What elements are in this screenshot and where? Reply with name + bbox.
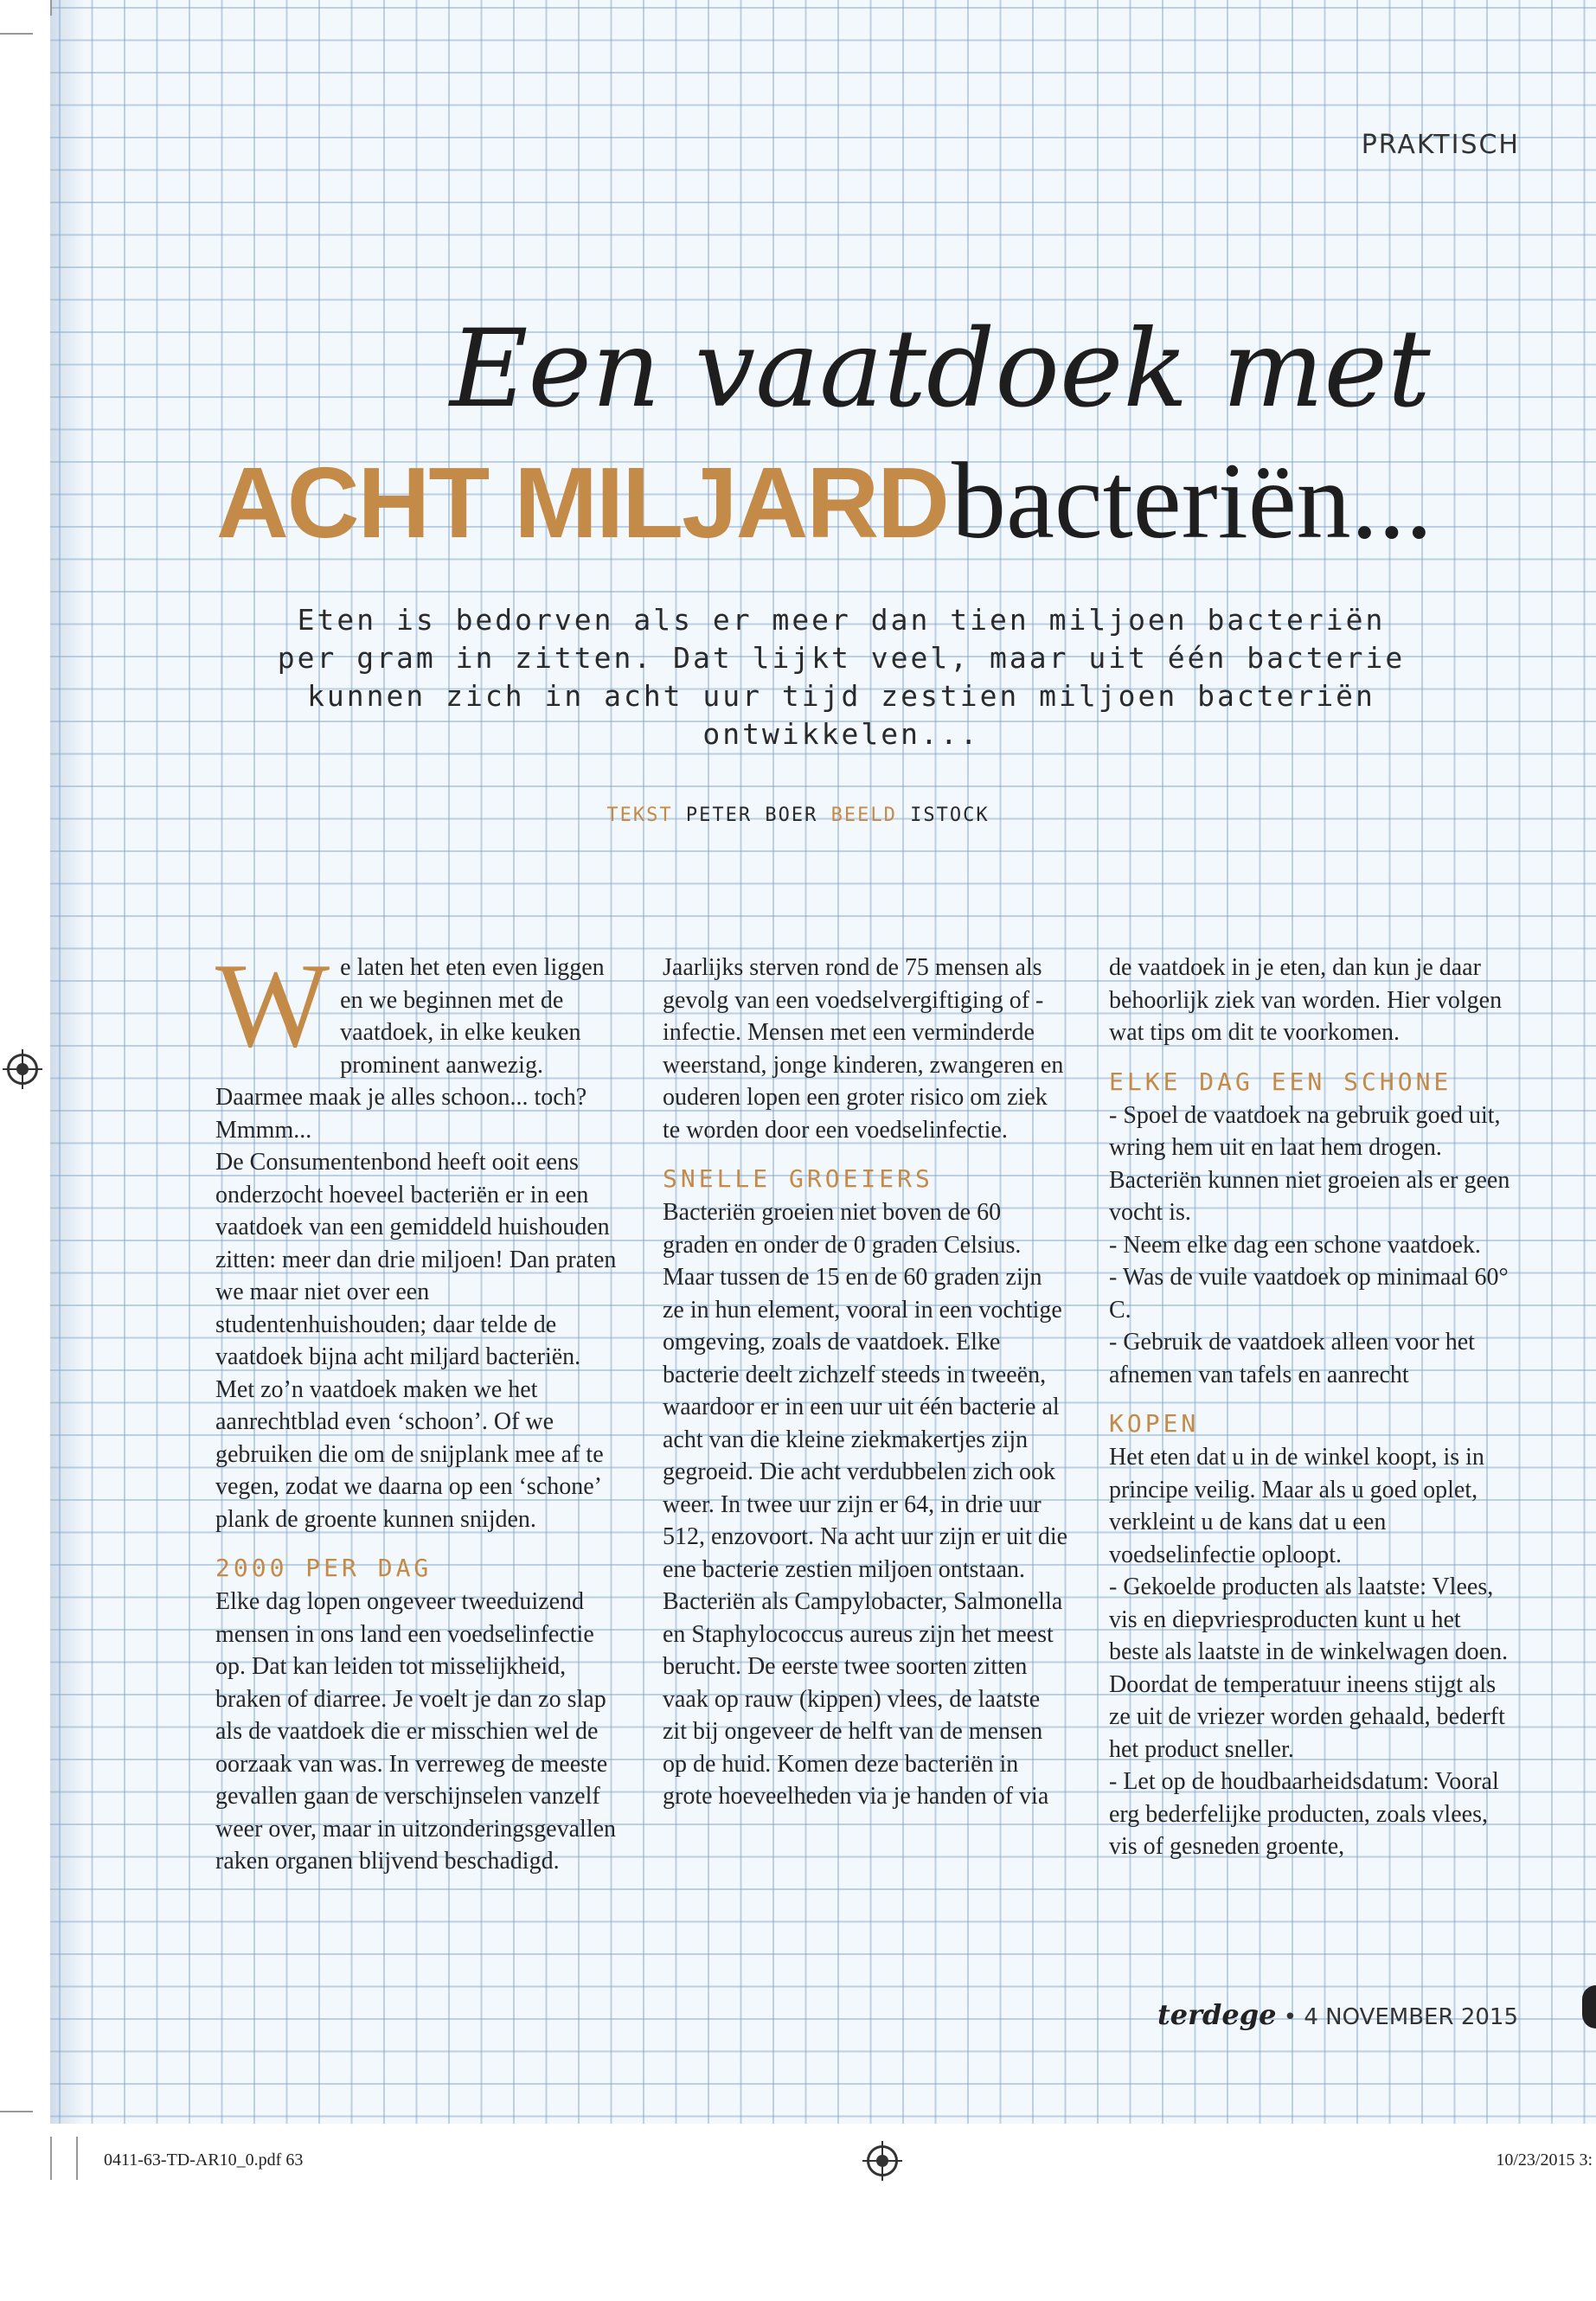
title-accent: ACHT MILJARD	[216, 446, 948, 559]
paragraph: Het eten dat u in de winkel koopt, is in principe veilig. Maar als u goed oplet, verkleint u de kans dat u een voedselinfectie oploopt.	[1109, 1444, 1484, 1568]
registration-mark-icon	[867, 2145, 898, 2176]
column-3	[1109, 952, 1516, 1863]
crop-mark	[50, 2137, 52, 2180]
title-text: Een vaatdoek met	[450, 307, 1431, 432]
crop-mark	[0, 2111, 33, 2112]
credit-text-label: TEKST	[606, 804, 673, 826]
credit-image-source: ISTOCK	[910, 804, 990, 826]
credit-author: PETER BOER	[685, 804, 818, 826]
subheading: ELKE DAG EEN SCHONE	[1109, 1067, 1452, 1096]
paragraph-text: e laten het eten even liggen en we beginnen met de vaatdoek, in elke keuken prominent aanwezig. Daarmee maak je alles schoon... toch? Mmmm...	[215, 954, 605, 1144]
crop-mark	[76, 2137, 78, 2180]
credit-image-label: BEELD	[830, 804, 897, 826]
section-label: PRAKTISCH	[1361, 130, 1520, 160]
print-slug-file: 0411-63-TD-AR10_0.pdf 63	[104, 2150, 304, 2170]
print-slug-date: 10/23/2015 3:	[1496, 2150, 1593, 2170]
crop-mark	[50, 0, 52, 16]
paragraph	[215, 939, 622, 1146]
tip: - Gebruik de vaatdoek alleen voor het afnemen van tafels en aanrecht	[1109, 1329, 1475, 1388]
paragraph: de vaatdoek in je eten, dan kun je daar behoorlijk ziek van worden. Hier volgen wat tips om dit te voorkomen.	[1109, 954, 1503, 1046]
tip: - Gekoelde producten als laatste: Vlees, vis en diepvriesproducten kunt u het beste als laatste in de winkelwagen doen. Doordat de temperatuur ineens stijgt als ze uit de vriezer worden gehaald, bederft het product sneller.	[1109, 1574, 1509, 1763]
paragraph: Jaarlijks sterven rond de 75 mensen als gevolg van een voedselvergiftiging of -infectie. Mensen met een verminderde weerstand, jonge kinderen, zwangeren en ouderen lopen een groter risico om ziek te worden door een voedselinfectie.	[663, 954, 1064, 1144]
registration-mark-icon	[7, 1054, 38, 1085]
magazine-brand: terdege	[1157, 1998, 1277, 2031]
page-footer	[1157, 1998, 1518, 2031]
column-2	[663, 952, 1069, 1813]
subheading: SNELLE GROEIERS	[663, 1164, 933, 1193]
crop-mark	[0, 33, 33, 35]
paragraph: Elke dag lopen ongeveer tweeduizend mensen in ons land een voedselinfectie op. Dat kan leiden tot misselijkheid, braken of diarree. Je voelt je dan zo slap als de vaatdoek die er misschien wel de oorzaak van was. In verreweg de meeste gevallen gaan de verschijnselen vanzelf weer over, maar in uitzonderingsgevallen raken organen blijvend beschadigd.	[215, 1588, 617, 1875]
tip: - Was de vuile vaatdoek op minimaal 60° C.	[1109, 1264, 1509, 1324]
title-line-1	[450, 307, 1431, 432]
paragraph: Bacteriën als Campylobacter, Salmonella en Staphylococcus aureus zijn het meest berucht. De eerste twee soorten zitten vaak op rauw (kippen) vlees, de laatste zit bij ongeveer de helft van de mensen op de huid. Komen deze bacteriën in grote hoeveelheden via je handen of via	[663, 1588, 1063, 1810]
title-rest: bacteriën...	[951, 441, 1433, 561]
intro-paragraph: Eten is bedorven als er meer dan tien miljoen bacteriën per gram in zitten. Dat lijkt veel, maar uit één bacterie kunnen zich in acht uur tijd zestien miljoen bacteriën ontwikkelen...	[277, 603, 1406, 751]
page-number-tab	[1582, 1985, 1596, 2029]
tip: - Spoel de vaatdoek na gebruik goed uit, wring hem uit en laat hem drogen. Bacteriën kunnen niet groeien als er geen vocht is.	[1109, 1101, 1510, 1226]
subheading: KOPEN	[1109, 1409, 1200, 1438]
credits	[0, 804, 1596, 826]
paragraph: Bacteriën groeien niet boven de 60 graden en onder de 0 graden Celsius. Maar tussen de 15 en de 60 graden zijn ze in hun element, vooral in een vochtige omgeving, zoals de vaatdoek. Elke bacterie deelt zichzelf steeds in tweeën, waardoor er in een uur uit één bacterie al acht van die kleine ziekmakertjes zijn gegroeid. Die acht verdubbelen zich ook weer. In twee uur zijn er 64, in drie uur 512, enzovoort. Na acht uur zijn er uit die ene bacterie zestien miljoen ontstaan.	[663, 1199, 1068, 1583]
column-1	[215, 939, 622, 1878]
issue-date: 4 NOVEMBER 2015	[1304, 2004, 1518, 2030]
tip: - Neem elke dag een schone vaatdoek.	[1109, 1231, 1481, 1259]
paragraph: De Consumentenbond heeft ooit eens onderzocht hoeveel bacteriën er in een vaatdoek van een gemiddeld huishouden zitten: meer dan drie miljoen! Dan praten we maar niet over een studentenhuishouden; daar telde de vaatdoek bijna acht miljard bacteriën. Met zo’n vaatdoek maken we het aanrechtblad even ‘schoon’. Of we gebruiken die om de snijplank mee af te vegen, zodat we daarna op een ‘schone’ plank de groente kunnen snijden.	[215, 1149, 617, 1533]
subheading: 2000 PER DAG	[215, 1554, 433, 1582]
title-line-2	[216, 439, 1433, 564]
footer-separator: •	[1283, 2004, 1298, 2030]
tip: - Let op de houdbaarheidsdatum: Vooral erg bederfelijke producten, zoals vlees, vis of gesneden groente,	[1109, 1768, 1499, 1860]
drop-cap: W	[215, 939, 330, 1073]
